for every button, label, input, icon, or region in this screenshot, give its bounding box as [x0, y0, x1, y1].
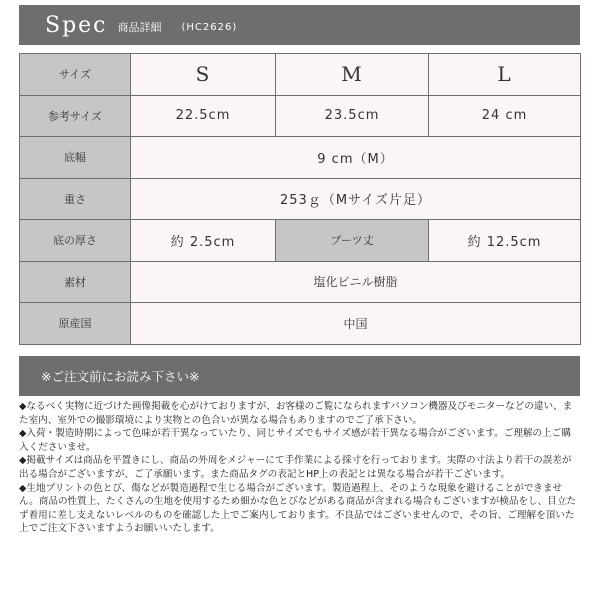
spec-subtitle: 商品詳細 [117, 21, 162, 34]
notice-item: ◆掲載サイズは商品を平置きにし、商品の外周をメジャーにて手作業による採寸を行っております。実際の寸法より若干の誤差が出る場合がございますが、ご了承願います。また商品タグの表記とHP上の表記とは異なる場合が若干ございます。 [19, 455, 572, 480]
size-l: L [429, 54, 581, 96]
weight-value: 253ｇ（Mサイズ片足） [131, 178, 581, 220]
notice-item: ◆入荷・製造時期によって色味が若干異なっていたり、同じサイズでもサイズ感が若干異なる場合がございます。ご理解の上ご購入くださいませ。 [19, 428, 571, 453]
spec-header [19, 5, 580, 45]
size-label: サイズ [20, 54, 131, 96]
table-row [20, 178, 581, 220]
size-m: M [276, 54, 429, 96]
table-row [20, 261, 581, 303]
origin-label: 原産国 [20, 303, 131, 345]
spec-table [19, 53, 581, 345]
sole-width-label: 底幅 [20, 137, 131, 179]
table-row [20, 303, 581, 345]
notice-body [19, 400, 580, 536]
product-code: (HC2626) [181, 21, 238, 33]
ref-size-l: 24 cm [429, 95, 581, 137]
boot-height-value: 約 12.5cm [429, 220, 581, 262]
boot-height-label: ブーツ丈 [276, 220, 429, 262]
spec-title: Spec [45, 12, 108, 38]
notice-header [19, 356, 580, 396]
ref-size-m: 23.5cm [276, 95, 429, 137]
table-row [20, 54, 581, 96]
origin-value: 中国 [131, 303, 581, 345]
table-row [20, 95, 581, 137]
notice-title: ※ご注文前にお読み下さい※ [41, 369, 200, 384]
sole-width-value: 9 cm（M） [131, 137, 581, 179]
table-row [20, 220, 581, 262]
table-row [20, 137, 581, 179]
notice-item: ◆なるべく実物に近づけた画像掲載を心がけておりますが、お客様のご覧になられますパソコン機器及びモニターなどの違い、また室内、室外での撮影環境により実物との色合いが異なる場合もありますのでご了承下さい。 [19, 401, 573, 426]
ref-size-s: 22.5cm [131, 95, 276, 137]
weight-label: 重さ [20, 178, 131, 220]
material-value: 塩化ビニル樹脂 [131, 261, 581, 303]
sole-thickness-label: 底の厚さ [20, 220, 131, 262]
ref-size-label: 参考サイズ [20, 95, 131, 137]
size-s: S [131, 54, 276, 96]
notice-item: ◆生地プリントの色とび、傷などが製造過程で生じる場合がございます。製造過程上、そのような現象を避けることができません。商品の性質上、たくさんの生地を使用するため細かな色とびなどがある商品が含まれる場合もございますが検品をし、目立たず着用に差し支えないレベルのものを確認した上でご案内しております。不良品ではございませんので、その旨、ご理解を頂いた上でご注文下さいますようお願いいたします。 [19, 482, 577, 535]
sole-thickness-value: 約 2.5cm [131, 220, 276, 262]
material-label: 素材 [20, 261, 131, 303]
